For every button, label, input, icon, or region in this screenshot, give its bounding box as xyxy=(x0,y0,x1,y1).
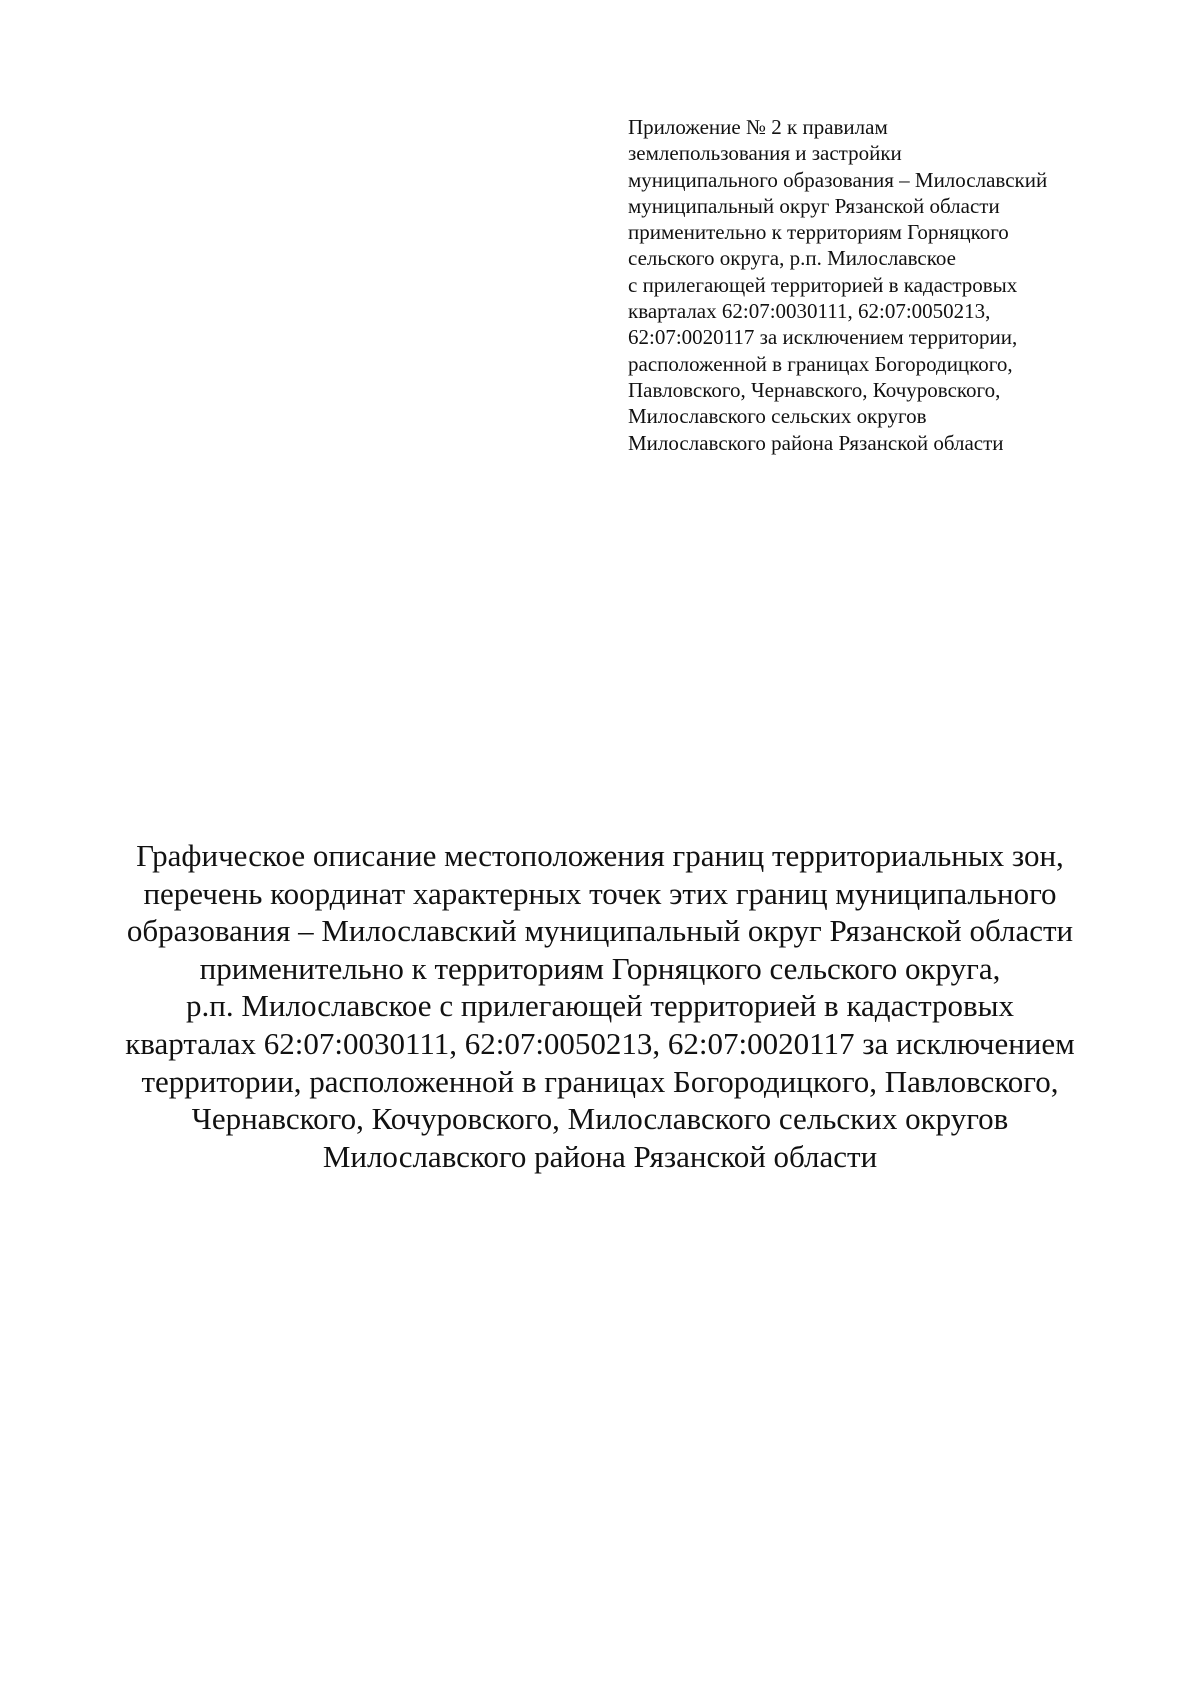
document-title-line: Графическое описание местоположения границ территориальных зон, xyxy=(136,838,1064,873)
document-title xyxy=(60,837,1140,1175)
appendix-note-line: Милославского района Рязанской области xyxy=(628,430,1004,455)
document-title-line: р.п. Милославское с прилегающей территорией в кадастровых xyxy=(186,988,1014,1024)
appendix-note-line: применительно к территориям Горняцкого xyxy=(628,220,1009,245)
document-title-line: территории, расположенной в границах Богородицкого, Павловского, xyxy=(141,1063,1059,1099)
appendix-note-line: муниципальный округ Рязанской области xyxy=(628,193,1000,218)
appendix-note-line: Милославского сельских округов xyxy=(628,404,927,429)
document-title-line: Чернавского, Кочуровского, Милославского сельских округов xyxy=(191,1101,1009,1137)
appendix-note-line: землепользования и застройки xyxy=(628,141,902,166)
document-title-line: кварталах 62:07:0030111, 62:07:0050213, 62:07:0020117 за исключением xyxy=(125,1025,1075,1061)
document-title-line: образования – Милославский муниципальный округ Рязанской области xyxy=(126,913,1074,949)
appendix-note-line: сельского округа, р.п. Милославское xyxy=(628,246,956,271)
document-title-line: применительно к территориям Горняцкого сельского округа, xyxy=(199,950,1001,986)
appendix-note-line: 62:07:0020117 за исключением территории, xyxy=(628,325,1018,350)
appendix-note-line: кварталах 62:07:0030111, 62:07:0050213, xyxy=(628,299,991,324)
document-title-line: перечень координат характерных точек этих границ муниципального xyxy=(143,875,1057,911)
appendix-note xyxy=(628,114,1168,456)
appendix-note-line: Приложение № 2 к правилам xyxy=(628,115,888,139)
appendix-note-line: с прилегающей территорией в кадастровых xyxy=(628,272,1018,297)
appendix-note-line: Павловского, Чернавского, Кочуровского, xyxy=(628,377,1001,402)
document-title-line: Милославского района Рязанской области xyxy=(322,1138,878,1174)
appendix-note-line: расположенной в границах Богородицкого, xyxy=(628,351,1013,376)
appendix-note-line: муниципального образования – Милославский xyxy=(628,167,1048,192)
